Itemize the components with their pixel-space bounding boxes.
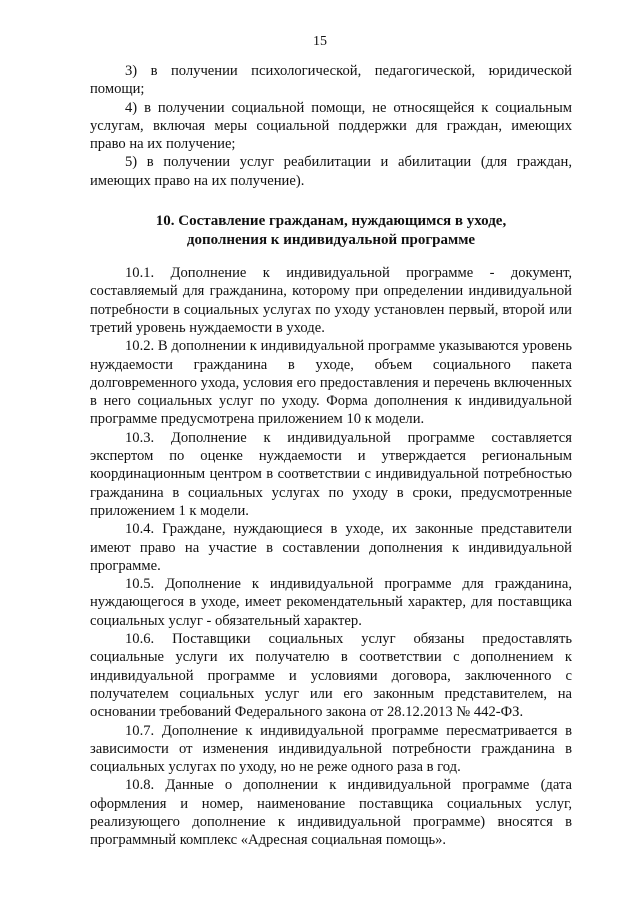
document-body (90, 62, 572, 850)
section-title-line-1: 10. Составление гражданам, нуждающимся в уходе, (155, 213, 507, 230)
page-number: 15 (313, 34, 327, 49)
paragraph-10-1: 10.1. Дополнение к индивидуальной программе - документ, составляемый для гражданина, которому при определении индивидуальной потребности в социальных услугах по уходу установлен первый, второй или третий уровень нуждаемости в уходе. (90, 265, 572, 336)
paragraph-10-5: 10.5. Дополнение к индивидуальной программе для гражданина, нуждающегося в уходе, имеет рекомендательный характер, для поставщика социальных услуг - обязательный характер. (90, 576, 572, 629)
section-title-line-2: дополнения к индивидуальной программе (186, 232, 476, 249)
list-item: 5) в получении услуг реабилитации и абилитации (для граждан, имеющих право на их получение). (90, 154, 572, 189)
paragraph-10-4: 10.4. Граждане, нуждающиеся в уходе, их законные представители имеют право на участие в составлении дополнения к индивидуальной программе. (90, 521, 572, 574)
paragraph-10-8: 10.8. Данные о дополнении к индивидуальной программе (дата оформления и номер, наименование поставщика социальных услуг, реализующего дополнение к индивидуальной программе) вносятся в программный комплекс «Адресная социальная помощь». (90, 777, 572, 849)
paragraph-10-2: 10.2. В дополнении к индивидуальной программе указываются уровень нуждаемости гражданина в уходе, объем социального пакета долговременного ухода, условия его предоставления и перечень включенных в него социальных услуг по уходу. Форма дополнения к индивидуальной программе предусмотрена приложением 10 к модели. (90, 338, 572, 428)
paragraph-10-3: 10.3. Дополнение к индивидуальной программе составляется экспертом по оценке нуждаемости и утверждается региональным координационным центром в соответствии с индивидуальной потребностью гражданина в социальных услугах по уходу в сроки, предусмотренные приложением 1 к модели. (90, 429, 572, 519)
paragraph-10-7: 10.7. Дополнение к индивидуальной программе пересматривается в зависимости от изменения индивидуальной потребности гражданина в социальных услугах по уходу, но не реже одного раза в год. (90, 722, 572, 776)
list-item: 4) в получении социальной помощи, не относящейся к социальным услугам, включая меры социальной поддержки для граждан, имеющих право на их получение; (90, 99, 572, 153)
section-heading (90, 212, 572, 250)
list-item: 3) в получении психологической, педагогической, юридической помощи; (90, 63, 572, 98)
paragraph-10-6: 10.6. Поставщики социальных услуг обязаны предоставлять социальные услуги их получателю в соответствии с дополнением к индивидуальной программе и условиями договора, заключенного с получателем социальных услуг или его законным представителем, на основании требований Федерального закона от 28.12.2013 № 442-ФЗ. (90, 631, 572, 721)
